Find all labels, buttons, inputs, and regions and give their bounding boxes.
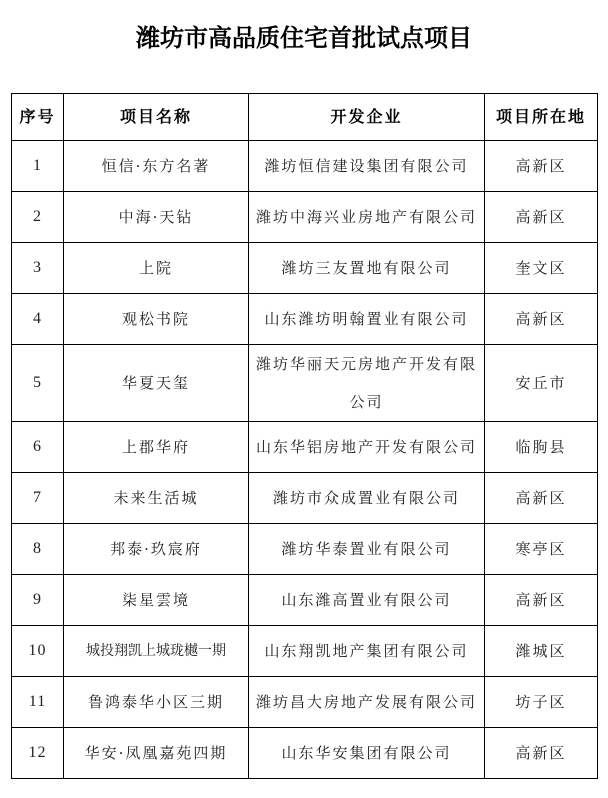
cell-project-name: 未来生活城 bbox=[64, 473, 249, 524]
table-header-row bbox=[12, 94, 598, 141]
cell-developer: 潍坊昌大房地产发展有限公司 bbox=[249, 677, 485, 728]
cell-serial-number: 3 bbox=[12, 243, 64, 294]
table-row bbox=[12, 524, 598, 575]
cell-serial-number: 9 bbox=[12, 575, 64, 626]
cell-location: 安丘市 bbox=[485, 345, 598, 422]
cell-serial-number: 7 bbox=[12, 473, 64, 524]
header-serial-number: 序号 bbox=[12, 94, 64, 141]
cell-serial-number: 12 bbox=[12, 728, 64, 779]
header-location: 项目所在地 bbox=[485, 94, 598, 141]
cell-location: 高新区 bbox=[485, 728, 598, 779]
cell-project-name: 华夏天玺 bbox=[64, 345, 249, 422]
cell-project-name: 城投翔凯上城珑樾一期 bbox=[64, 626, 249, 677]
cell-project-name: 柒星雲境 bbox=[64, 575, 249, 626]
table-row bbox=[12, 728, 598, 779]
cell-serial-number: 10 bbox=[12, 626, 64, 677]
table-row bbox=[12, 626, 598, 677]
cell-location: 高新区 bbox=[485, 473, 598, 524]
cell-serial-number: 2 bbox=[12, 192, 64, 243]
cell-developer: 潍坊三友置地有限公司 bbox=[249, 243, 485, 294]
table-row bbox=[12, 345, 598, 422]
cell-developer: 潍坊恒信建设集团有限公司 bbox=[249, 141, 485, 192]
table-row bbox=[12, 294, 598, 345]
cell-location: 坊子区 bbox=[485, 677, 598, 728]
cell-location: 寒亭区 bbox=[485, 524, 598, 575]
cell-developer: 山东华铝房地产开发有限公司 bbox=[249, 422, 485, 473]
cell-location: 高新区 bbox=[485, 141, 598, 192]
cell-project-name: 华安·凤凰嘉苑四期 bbox=[64, 728, 249, 779]
document-title: 潍坊市高品质住宅首批试点项目 bbox=[136, 23, 472, 52]
cell-developer: 山东潍高置业有限公司 bbox=[249, 575, 485, 626]
cell-location: 奎文区 bbox=[485, 243, 598, 294]
cell-project-name: 上院 bbox=[64, 243, 249, 294]
header-project-name: 项目名称 bbox=[64, 94, 249, 141]
header-developer: 开发企业 bbox=[249, 94, 485, 141]
cell-location: 高新区 bbox=[485, 575, 598, 626]
table-row bbox=[12, 422, 598, 473]
cell-serial-number: 4 bbox=[12, 294, 64, 345]
cell-location: 临朐县 bbox=[485, 422, 598, 473]
table-row bbox=[12, 575, 598, 626]
cell-developer: 潍坊中海兴业房地产有限公司 bbox=[249, 192, 485, 243]
table-row bbox=[12, 141, 598, 192]
cell-project-name: 鲁鸿泰华小区三期 bbox=[64, 677, 249, 728]
cell-developer: 山东翔凯地产集团有限公司 bbox=[249, 626, 485, 677]
cell-project-name: 恒信·东方名著 bbox=[64, 141, 249, 192]
pilot-projects-table bbox=[11, 93, 598, 779]
cell-developer: 潍坊华泰置业有限公司 bbox=[249, 524, 485, 575]
cell-serial-number: 5 bbox=[12, 345, 64, 422]
cell-developer: 山东华安集团有限公司 bbox=[249, 728, 485, 779]
table-row bbox=[12, 243, 598, 294]
cell-serial-number: 1 bbox=[12, 141, 64, 192]
cell-serial-number: 11 bbox=[12, 677, 64, 728]
cell-developer: 潍坊市众成置业有限公司 bbox=[249, 473, 485, 524]
table-row bbox=[12, 677, 598, 728]
cell-project-name: 邦泰·玖宸府 bbox=[64, 524, 249, 575]
cell-project-name: 中海·天钻 bbox=[64, 192, 249, 243]
cell-location: 高新区 bbox=[485, 294, 598, 345]
cell-location: 潍城区 bbox=[485, 626, 598, 677]
cell-developer: 山东潍坊明翰置业有限公司 bbox=[249, 294, 485, 345]
cell-location: 高新区 bbox=[485, 192, 598, 243]
table-row bbox=[12, 192, 598, 243]
cell-project-name: 观松书院 bbox=[64, 294, 249, 345]
table-row bbox=[12, 473, 598, 524]
cell-serial-number: 6 bbox=[12, 422, 64, 473]
cell-serial-number: 8 bbox=[12, 524, 64, 575]
cell-developer: 潍坊华丽天元房地产开发有限公司 bbox=[249, 345, 485, 422]
cell-project-name: 上郡华府 bbox=[64, 422, 249, 473]
